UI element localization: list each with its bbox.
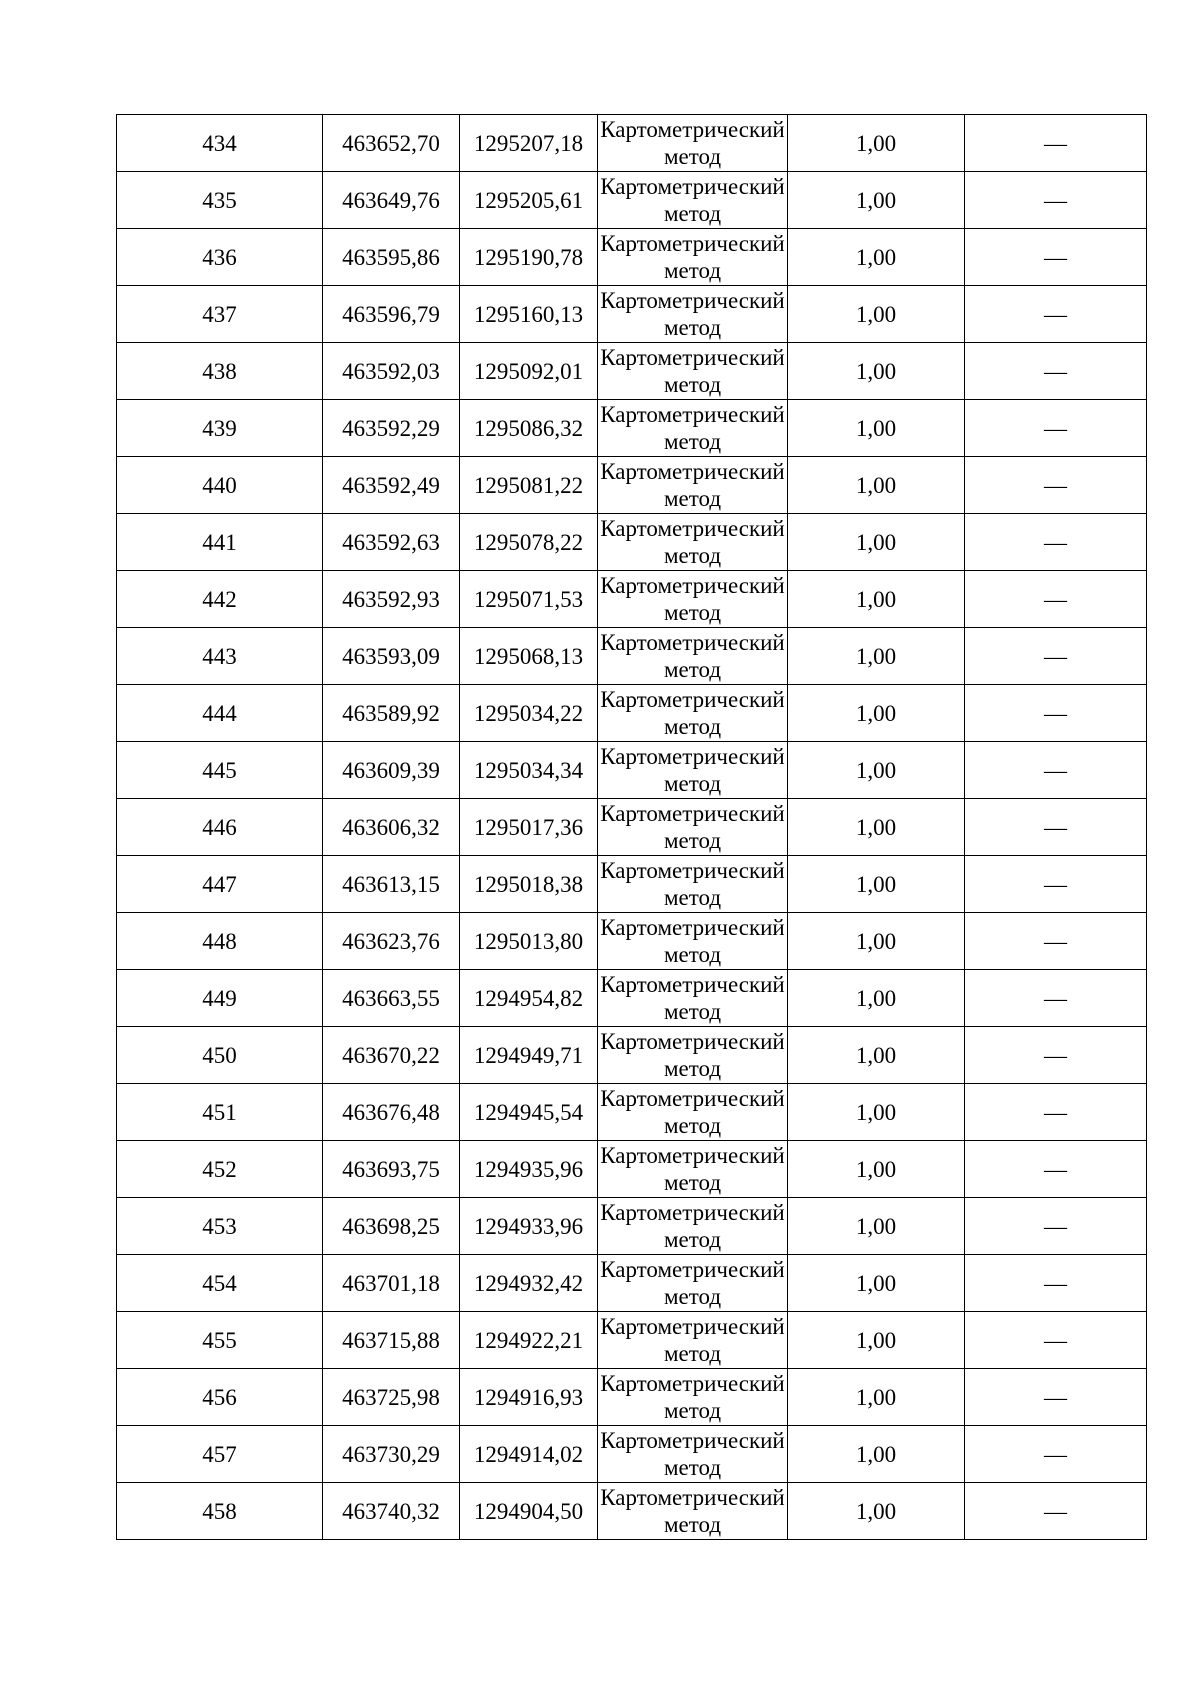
note-cell: — — [965, 1483, 1147, 1540]
accuracy-cell: 1,00 — [788, 1027, 965, 1084]
point-number-cell: 455 — [117, 1312, 323, 1369]
y-coordinate-cell: 1295018,38 — [460, 856, 598, 913]
accuracy-cell: 1,00 — [788, 1426, 965, 1483]
table-row — [117, 172, 1147, 229]
note-cell: — — [965, 1426, 1147, 1483]
method-cell: Картометрический метод — [598, 856, 788, 913]
x-coordinate-cell: 463698,25 — [323, 1198, 460, 1255]
note-cell: — — [965, 514, 1147, 571]
point-number-cell: 442 — [117, 571, 323, 628]
note-cell: — — [965, 1255, 1147, 1312]
x-coordinate-cell: 463693,75 — [323, 1141, 460, 1198]
x-coordinate-cell: 463701,18 — [323, 1255, 460, 1312]
accuracy-cell: 1,00 — [788, 1198, 965, 1255]
accuracy-cell: 1,00 — [788, 628, 965, 685]
method-cell: Картометрический метод — [598, 229, 788, 286]
note-cell: — — [965, 970, 1147, 1027]
x-coordinate-cell: 463715,88 — [323, 1312, 460, 1369]
accuracy-cell: 1,00 — [788, 1141, 965, 1198]
y-coordinate-cell: 1295034,22 — [460, 685, 598, 742]
accuracy-cell: 1,00 — [788, 970, 965, 1027]
method-cell: Картометрический метод — [598, 286, 788, 343]
x-coordinate-cell: 463725,98 — [323, 1369, 460, 1426]
accuracy-cell: 1,00 — [788, 1255, 965, 1312]
point-number-cell: 439 — [117, 400, 323, 457]
accuracy-cell: 1,00 — [788, 1084, 965, 1141]
method-cell: Картометрический метод — [598, 1027, 788, 1084]
x-coordinate-cell: 463663,55 — [323, 970, 460, 1027]
note-cell: — — [965, 685, 1147, 742]
x-coordinate-cell: 463589,92 — [323, 685, 460, 742]
note-cell: — — [965, 799, 1147, 856]
accuracy-cell: 1,00 — [788, 856, 965, 913]
method-cell: Картометрический метод — [598, 1084, 788, 1141]
x-coordinate-cell: 463595,86 — [323, 229, 460, 286]
y-coordinate-cell: 1295013,80 — [460, 913, 598, 970]
y-coordinate-cell: 1295081,22 — [460, 457, 598, 514]
method-cell: Картометрический метод — [598, 1369, 788, 1426]
method-cell: Картометрический метод — [598, 514, 788, 571]
table-row — [117, 229, 1147, 286]
note-cell: — — [965, 400, 1147, 457]
method-cell: Картометрический метод — [598, 913, 788, 970]
y-coordinate-cell: 1294933,96 — [460, 1198, 598, 1255]
point-number-cell: 452 — [117, 1141, 323, 1198]
y-coordinate-cell: 1294949,71 — [460, 1027, 598, 1084]
y-coordinate-cell: 1295086,32 — [460, 400, 598, 457]
accuracy-cell: 1,00 — [788, 913, 965, 970]
point-number-cell: 453 — [117, 1198, 323, 1255]
x-coordinate-cell: 463613,15 — [323, 856, 460, 913]
accuracy-cell: 1,00 — [788, 571, 965, 628]
table-row — [117, 1369, 1147, 1426]
table-row — [117, 400, 1147, 457]
x-coordinate-cell: 463592,03 — [323, 343, 460, 400]
y-coordinate-cell: 1294932,42 — [460, 1255, 598, 1312]
table-row — [117, 1084, 1147, 1141]
note-cell: — — [965, 115, 1147, 172]
y-coordinate-cell: 1295078,22 — [460, 514, 598, 571]
point-number-cell: 438 — [117, 343, 323, 400]
note-cell: — — [965, 913, 1147, 970]
table-row — [117, 970, 1147, 1027]
accuracy-cell: 1,00 — [788, 514, 965, 571]
note-cell: — — [965, 628, 1147, 685]
method-cell: Картометрический метод — [598, 1483, 788, 1540]
method-cell: Картометрический метод — [598, 571, 788, 628]
x-coordinate-cell: 463592,63 — [323, 514, 460, 571]
x-coordinate-cell: 463676,48 — [323, 1084, 460, 1141]
method-cell: Картометрический метод — [598, 115, 788, 172]
x-coordinate-cell: 463596,79 — [323, 286, 460, 343]
accuracy-cell: 1,00 — [788, 1369, 965, 1426]
table-row — [117, 913, 1147, 970]
y-coordinate-cell: 1295160,13 — [460, 286, 598, 343]
table-row — [117, 628, 1147, 685]
accuracy-cell: 1,00 — [788, 457, 965, 514]
note-cell: — — [965, 1141, 1147, 1198]
x-coordinate-cell: 463670,22 — [323, 1027, 460, 1084]
y-coordinate-cell: 1294904,50 — [460, 1483, 598, 1540]
table-row — [117, 115, 1147, 172]
point-number-cell: 450 — [117, 1027, 323, 1084]
method-cell: Картометрический метод — [598, 628, 788, 685]
point-number-cell: 435 — [117, 172, 323, 229]
method-cell: Картометрический метод — [598, 1312, 788, 1369]
table-row — [117, 742, 1147, 799]
y-coordinate-cell: 1295207,18 — [460, 115, 598, 172]
method-cell: Картометрический метод — [598, 685, 788, 742]
table-row — [117, 1141, 1147, 1198]
accuracy-cell: 1,00 — [788, 1312, 965, 1369]
x-coordinate-cell: 463592,93 — [323, 571, 460, 628]
y-coordinate-cell: 1295017,36 — [460, 799, 598, 856]
note-cell: — — [965, 742, 1147, 799]
y-coordinate-cell: 1295092,01 — [460, 343, 598, 400]
point-number-cell: 436 — [117, 229, 323, 286]
table-row — [117, 571, 1147, 628]
y-coordinate-cell: 1295071,53 — [460, 571, 598, 628]
method-cell: Картометрический метод — [598, 742, 788, 799]
accuracy-cell: 1,00 — [788, 1483, 965, 1540]
y-coordinate-cell: 1294916,93 — [460, 1369, 598, 1426]
y-coordinate-cell: 1294914,02 — [460, 1426, 598, 1483]
table-row — [117, 1198, 1147, 1255]
y-coordinate-cell: 1295205,61 — [460, 172, 598, 229]
point-number-cell: 457 — [117, 1426, 323, 1483]
table-row — [117, 343, 1147, 400]
y-coordinate-cell: 1295068,13 — [460, 628, 598, 685]
point-number-cell: 434 — [117, 115, 323, 172]
table-row — [117, 514, 1147, 571]
coordinates-table — [116, 114, 1147, 1540]
x-coordinate-cell: 463649,76 — [323, 172, 460, 229]
method-cell: Картометрический метод — [598, 343, 788, 400]
note-cell: — — [965, 229, 1147, 286]
point-number-cell: 449 — [117, 970, 323, 1027]
accuracy-cell: 1,00 — [788, 172, 965, 229]
table-body — [117, 115, 1147, 1540]
y-coordinate-cell: 1294945,54 — [460, 1084, 598, 1141]
point-number-cell: 458 — [117, 1483, 323, 1540]
accuracy-cell: 1,00 — [788, 229, 965, 286]
point-number-cell: 446 — [117, 799, 323, 856]
y-coordinate-cell: 1295190,78 — [460, 229, 598, 286]
note-cell: — — [965, 571, 1147, 628]
table-row — [117, 457, 1147, 514]
x-coordinate-cell: 463592,29 — [323, 400, 460, 457]
x-coordinate-cell: 463593,09 — [323, 628, 460, 685]
accuracy-cell: 1,00 — [788, 799, 965, 856]
table-row — [117, 685, 1147, 742]
point-number-cell: 445 — [117, 742, 323, 799]
note-cell: — — [965, 172, 1147, 229]
method-cell: Картометрический метод — [598, 799, 788, 856]
x-coordinate-cell: 463606,32 — [323, 799, 460, 856]
method-cell: Картометрический метод — [598, 1255, 788, 1312]
accuracy-cell: 1,00 — [788, 115, 965, 172]
point-number-cell: 440 — [117, 457, 323, 514]
x-coordinate-cell: 463609,39 — [323, 742, 460, 799]
x-coordinate-cell: 463623,76 — [323, 913, 460, 970]
table-row — [117, 1027, 1147, 1084]
x-coordinate-cell: 463652,70 — [323, 115, 460, 172]
point-number-cell: 441 — [117, 514, 323, 571]
point-number-cell: 437 — [117, 286, 323, 343]
point-number-cell: 443 — [117, 628, 323, 685]
note-cell: — — [965, 1027, 1147, 1084]
y-coordinate-cell: 1294922,21 — [460, 1312, 598, 1369]
note-cell: — — [965, 856, 1147, 913]
note-cell: — — [965, 343, 1147, 400]
y-coordinate-cell: 1294954,82 — [460, 970, 598, 1027]
accuracy-cell: 1,00 — [788, 343, 965, 400]
x-coordinate-cell: 463592,49 — [323, 457, 460, 514]
table-row — [117, 1426, 1147, 1483]
table-row — [117, 799, 1147, 856]
note-cell: — — [965, 457, 1147, 514]
x-coordinate-cell: 463740,32 — [323, 1483, 460, 1540]
method-cell: Картометрический метод — [598, 1198, 788, 1255]
method-cell: Картометрический метод — [598, 400, 788, 457]
note-cell: — — [965, 1369, 1147, 1426]
method-cell: Картометрический метод — [598, 1141, 788, 1198]
method-cell: Картометрический метод — [598, 1426, 788, 1483]
accuracy-cell: 1,00 — [788, 685, 965, 742]
method-cell: Картометрический метод — [598, 970, 788, 1027]
note-cell: — — [965, 1084, 1147, 1141]
table-row — [117, 1255, 1147, 1312]
table-row — [117, 856, 1147, 913]
point-number-cell: 448 — [117, 913, 323, 970]
point-number-cell: 456 — [117, 1369, 323, 1426]
accuracy-cell: 1,00 — [788, 286, 965, 343]
table-row — [117, 1312, 1147, 1369]
point-number-cell: 447 — [117, 856, 323, 913]
point-number-cell: 451 — [117, 1084, 323, 1141]
note-cell: — — [965, 1312, 1147, 1369]
method-cell: Картометрический метод — [598, 172, 788, 229]
accuracy-cell: 1,00 — [788, 400, 965, 457]
table-row — [117, 1483, 1147, 1540]
y-coordinate-cell: 1294935,96 — [460, 1141, 598, 1198]
y-coordinate-cell: 1295034,34 — [460, 742, 598, 799]
table-row — [117, 286, 1147, 343]
point-number-cell: 444 — [117, 685, 323, 742]
note-cell: — — [965, 286, 1147, 343]
x-coordinate-cell: 463730,29 — [323, 1426, 460, 1483]
method-cell: Картометрический метод — [598, 457, 788, 514]
point-number-cell: 454 — [117, 1255, 323, 1312]
note-cell: — — [965, 1198, 1147, 1255]
accuracy-cell: 1,00 — [788, 742, 965, 799]
